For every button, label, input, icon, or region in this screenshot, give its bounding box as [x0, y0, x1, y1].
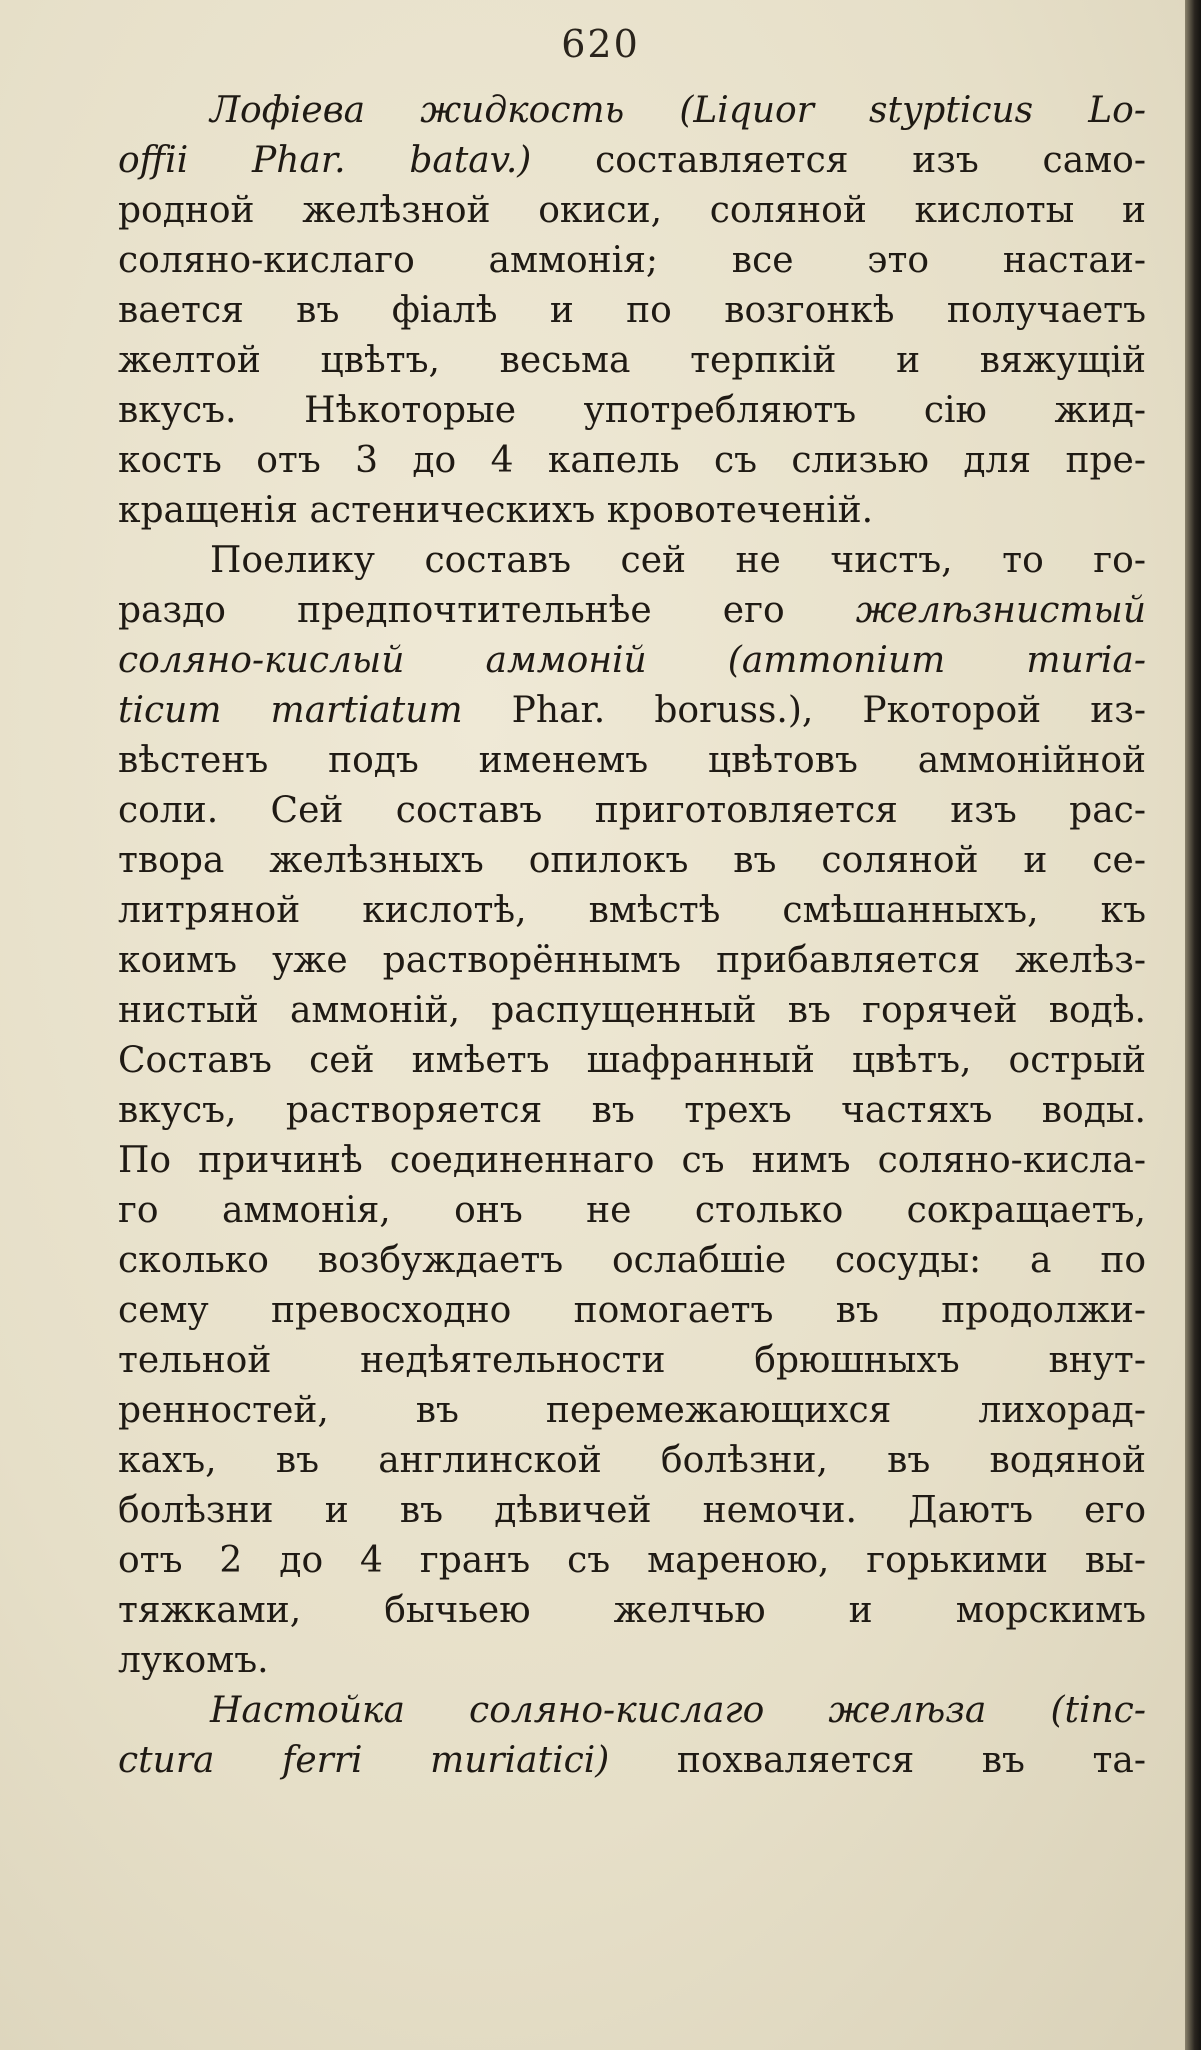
text-line — [118, 736, 1146, 786]
text-line — [118, 1236, 1146, 1286]
text-run: твора желѣзныхъ опилокъ въ соляной и се- — [118, 840, 1146, 881]
text-run: вкусъ, растворяется въ трехъ частяхъ воды. — [118, 1090, 1146, 1131]
text-line — [118, 486, 1146, 536]
text-line — [118, 586, 1146, 636]
body-text — [118, 86, 1146, 1786]
text-run: вѣстенъ подъ именемъ цвѣтовъ аммонійной — [118, 740, 1146, 781]
text-run: отъ 2 до 4 гранъ съ мареною, горькими вы- — [118, 1540, 1146, 1581]
text-line — [118, 686, 1146, 736]
text-line — [118, 1336, 1146, 1386]
text-line — [118, 536, 1146, 586]
text-line — [118, 286, 1146, 336]
text-run: вкусъ. Нѣкоторые употребляютъ сію жид- — [118, 390, 1146, 431]
text-line — [118, 1486, 1146, 1536]
text-line — [118, 1686, 1146, 1736]
text-run: болѣзни и въ дѣвичей немочи. Даютъ его — [118, 1490, 1146, 1531]
text-run: тяжками, бычьею желчью и морскимъ — [118, 1590, 1146, 1631]
text-line — [118, 1736, 1146, 1786]
italic-text: Лофіева жидкость (Liquor stypticus Lo- — [210, 90, 1146, 131]
text-line — [118, 186, 1146, 236]
text-run: желтой цвѣтъ, весьма терпкій и вяжущій — [118, 340, 1146, 381]
text-line — [118, 136, 1146, 186]
text-run: кость отъ 3 до 4 капель съ слизью для пре- — [118, 440, 1146, 481]
text-run: сколько возбуждаетъ ослабшіе сосуды: а по — [118, 1240, 1146, 1281]
text-run: родной желѣзной окиси, соляной кислоты и — [118, 190, 1146, 231]
paragraph — [118, 1686, 1146, 1786]
text-line — [118, 836, 1146, 886]
text-line — [118, 236, 1146, 286]
text-run: лукомъ. — [118, 1640, 269, 1681]
text-line — [118, 1136, 1146, 1186]
text-line — [118, 986, 1146, 1036]
text-run: тельной недѣятельности брюшныхъ внут- — [118, 1340, 1146, 1381]
text-line — [118, 1436, 1146, 1486]
text-line — [118, 1536, 1146, 1586]
text-line — [118, 1386, 1146, 1436]
italic-text: Настойка соляно-кислаго желѣза (tinc- — [210, 1690, 1146, 1731]
text-run: ренностей, въ перемежающихся лихорад- — [118, 1390, 1146, 1431]
italic-text: соляно-кислый аммоній (ammonium muria- — [118, 640, 1146, 681]
italic-text: offii Phar. batav.) — [118, 140, 532, 181]
text-run: раздо предпочтительнѣе его — [118, 590, 856, 631]
page-edge-shadow — [1185, 0, 1201, 2050]
text-line — [118, 386, 1146, 436]
text-line — [118, 86, 1146, 136]
text-line — [118, 1186, 1146, 1236]
text-run: соляно-кислаго аммонія; все это настаи- — [118, 240, 1146, 281]
text-run: По причинѣ соединеннаго съ нимъ соляно-кисла- — [118, 1140, 1146, 1181]
text-run: го аммонія, онъ не столько сокращаетъ, — [118, 1190, 1146, 1231]
text-run: Составъ сей имѣетъ шафранный цвѣтъ, острый — [118, 1040, 1146, 1081]
italic-text: ctura ferri muriatici) — [118, 1740, 610, 1781]
text-line — [118, 1086, 1146, 1136]
text-run: Поелику составъ сей не чистъ, то го- — [210, 540, 1146, 581]
page-number: 620 — [561, 22, 640, 66]
text-line — [118, 1036, 1146, 1086]
text-run: кращенія астеническихъ кровотеченій. — [118, 490, 874, 531]
text-line — [118, 1286, 1146, 1336]
text-run: составляется изъ само- — [531, 140, 1146, 181]
text-run: литряной кислотѣ, вмѣстѣ смѣшанныхъ, къ — [118, 890, 1146, 931]
text-run: коимъ уже растворённымъ прибавляется желѣз- — [118, 940, 1146, 981]
text-run: кахъ, въ англинской болѣзни, въ водяной — [118, 1440, 1146, 1481]
text-line — [118, 886, 1146, 936]
text-run: сему превосходно помогаетъ въ продолжи- — [118, 1290, 1146, 1331]
paragraph — [118, 86, 1146, 536]
text-line — [118, 1636, 1146, 1686]
text-line — [118, 936, 1146, 986]
italic-text: ticum martiatum — [118, 690, 463, 731]
text-line — [118, 786, 1146, 836]
paragraph — [118, 536, 1146, 1686]
text-run: соли. Сей составъ приготовляется изъ рас- — [118, 790, 1146, 831]
text-run: Phar. boruss.), Ркоторой из- — [462, 690, 1146, 731]
text-line — [118, 636, 1146, 686]
text-line — [118, 436, 1146, 486]
italic-text: желѣзнистый — [855, 590, 1146, 631]
text-run: нистый аммоній, распущенный въ горячей водѣ. — [118, 990, 1146, 1031]
text-run: похваляется въ та- — [609, 1740, 1146, 1781]
text-run: вается въ фіалѣ и по возгонкѣ получаетъ — [118, 290, 1146, 331]
text-line — [118, 1586, 1146, 1636]
text-line — [118, 336, 1146, 386]
